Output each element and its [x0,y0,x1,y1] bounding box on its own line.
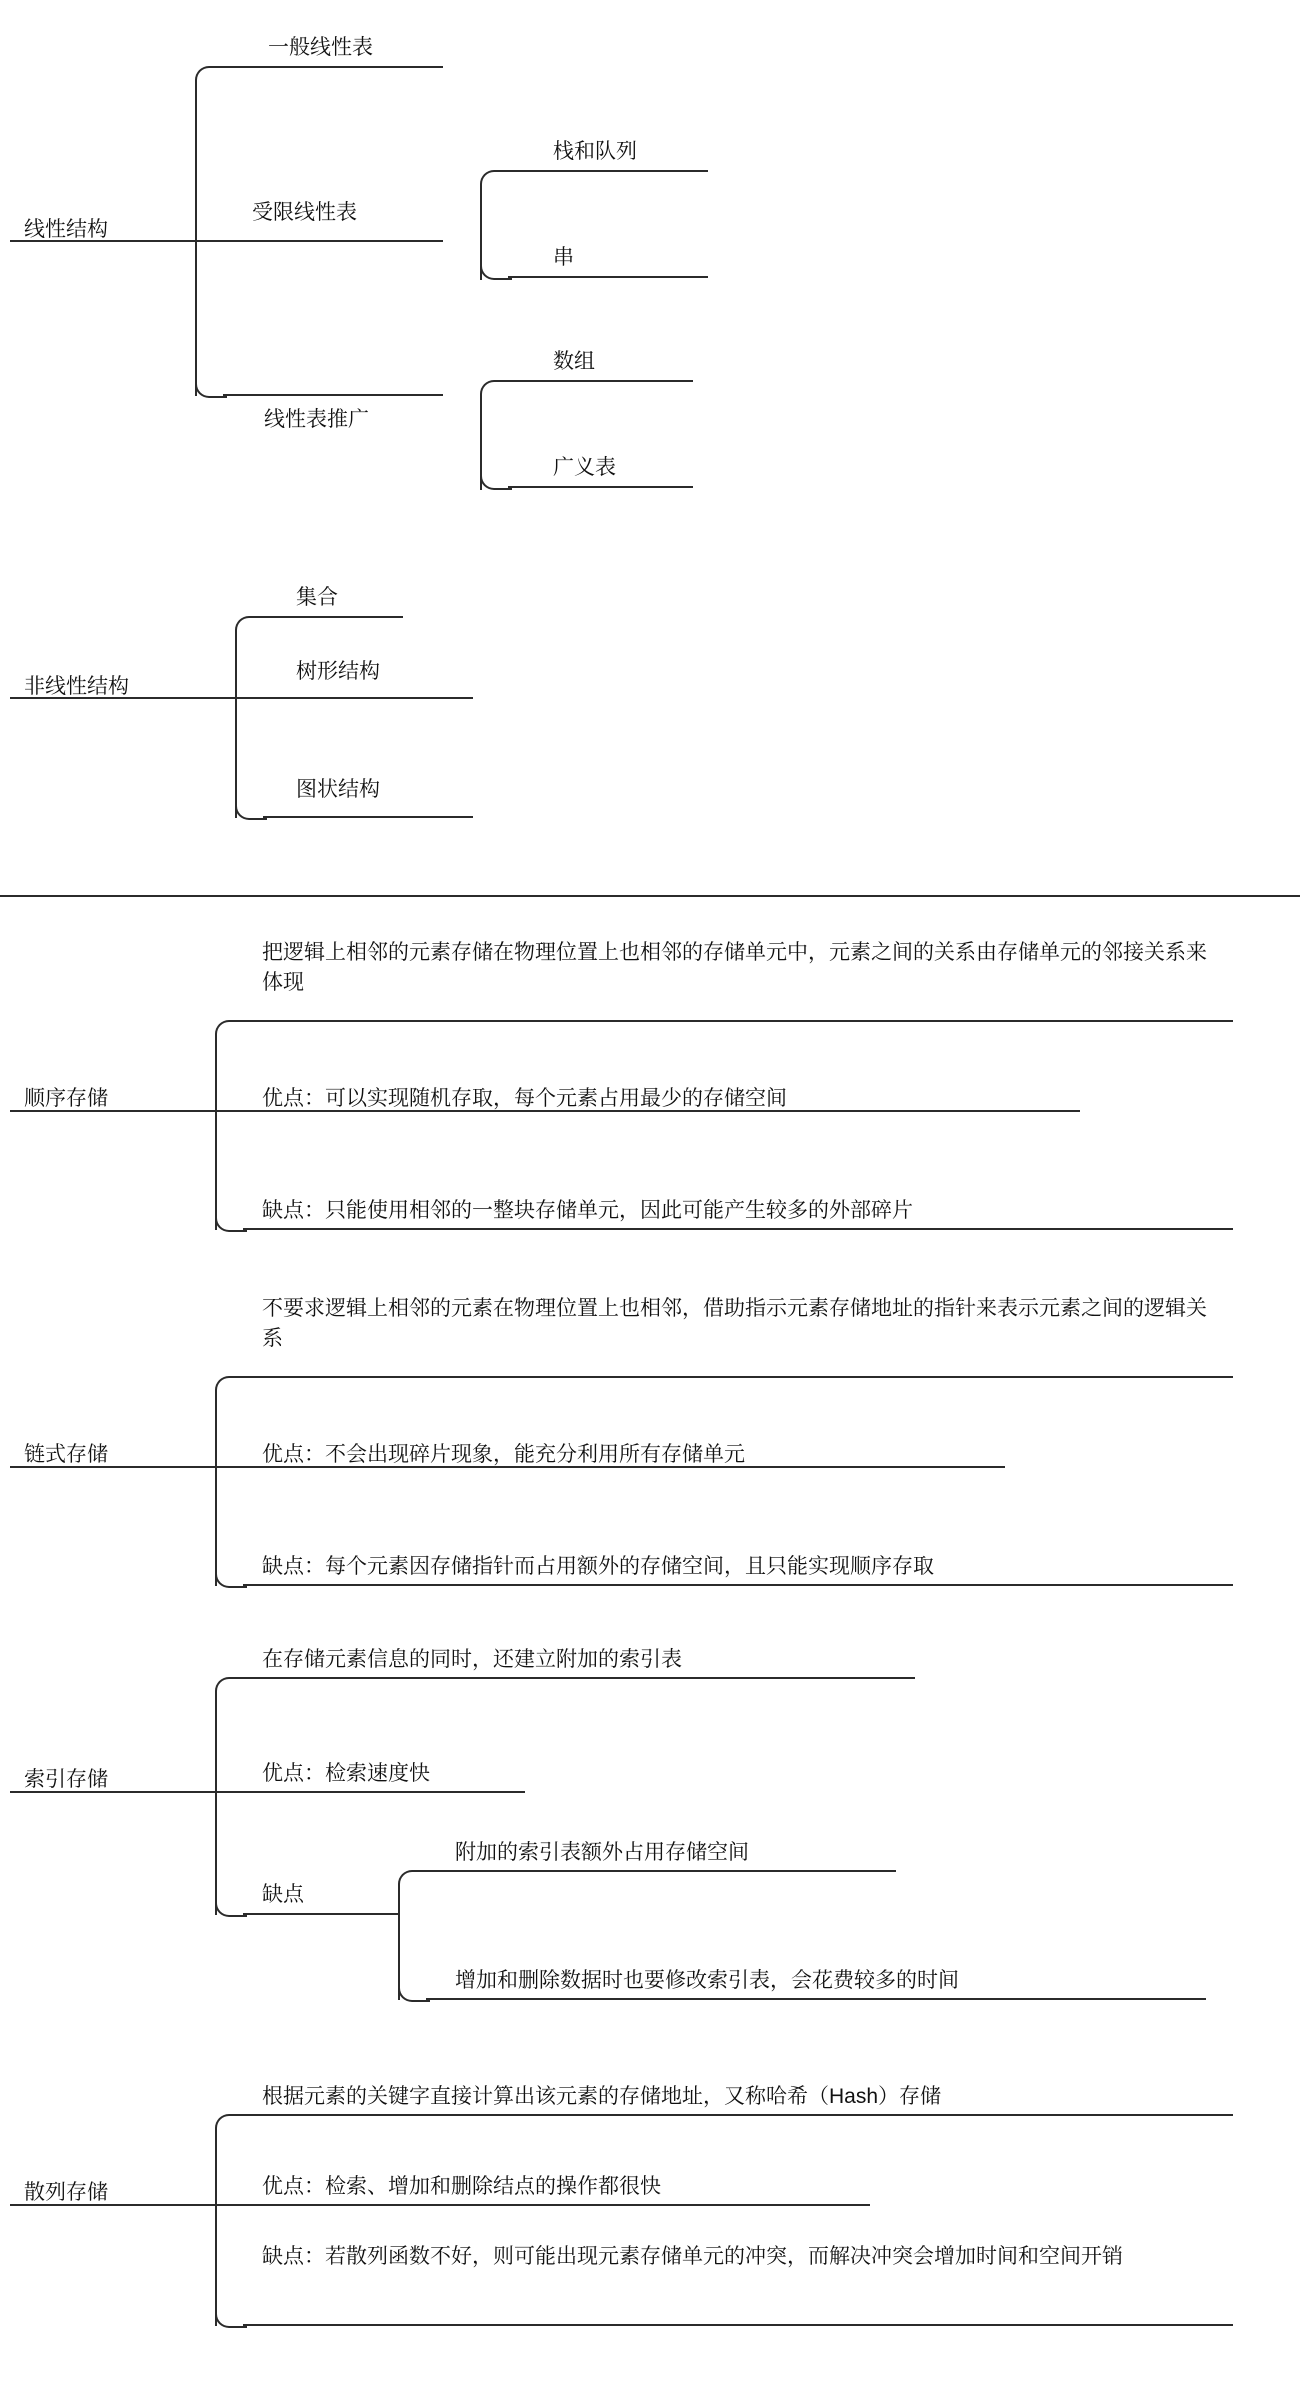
connector-linked-stem [10,1466,215,1468]
node-nonlinear-structure[interactable]: 非线性结构 [24,675,129,698]
underline-hash-desc [243,2114,1233,2116]
underline-set [263,616,403,618]
node-array[interactable]: 数组 [553,350,595,373]
connector-nonlinear-stem [10,697,235,699]
connector-linked-spine [215,1396,217,1586]
node-restricted-list[interactable]: 受限线性表 [252,201,357,224]
connector-hash-desc [215,2114,247,2138]
node-hash-pros[interactable]: 优点：检索、增加和删除结点的操作都很快 [262,2175,661,2198]
node-indexed-cons[interactable]: 缺点 [262,1883,304,1906]
connector-indexed-stem [10,1791,215,1793]
connector-indexed-spine [215,1697,217,1915]
underline-indexed-cons-item2 [426,1998,1206,2000]
connector-hash-spine [215,2134,217,2326]
node-generalized-list[interactable]: 广义表 [553,456,616,479]
underline-restricted-list [195,240,443,242]
node-hash-cons[interactable]: 缺点：若散列函数不好，则可能出现元素存储单元的冲突，而解决冲突会增加时间和空间开销 [262,2245,1123,2268]
node-indexed-description[interactable]: 在存储元素信息的同时，还建立附加的索引表 [262,1648,682,1671]
section-divider [0,895,1300,897]
node-stack-queue[interactable]: 栈和队列 [553,140,637,163]
underline-graph [263,816,473,818]
underline-stack-queue [508,170,708,172]
underline-linked-cons [243,1584,1233,1586]
underline-indexed-cons [243,1913,398,1915]
underline-array [508,380,693,382]
underline-string [508,276,708,278]
node-linked-pros[interactable]: 优点：不会出现碎片现象，能充分利用所有存储单元 [262,1443,745,1466]
connector-stack-queue [480,170,512,194]
node-general-list[interactable]: 一般线性表 [268,36,373,59]
node-linked-storage[interactable]: 链式存储 [24,1443,108,1466]
connector-sequential-spine [215,1040,217,1230]
connector-sequential-stem [10,1110,215,1112]
connector-indexed-cons-item1 [398,1870,430,1894]
node-sequential-cons[interactable]: 缺点：只能使用相邻的一整块存储单元，因此可能产生较多的外部碎片 [262,1199,913,1222]
connector-array [480,380,512,404]
node-indexed-pros[interactable]: 优点：检索速度快 [262,1762,430,1785]
node-hash-storage[interactable]: 散列存储 [24,2181,108,2204]
underline-indexed-cons-item1 [426,1870,896,1872]
underline-general-list [223,66,443,68]
node-indexed-storage[interactable]: 索引存储 [24,1768,108,1791]
underline-tree [235,697,473,699]
underline-hash-pros [215,2204,870,2206]
underline-list-extension [223,394,443,396]
node-indexed-cons-item2[interactable]: 增加和删除数据时也要修改索引表，会花费较多的时间 [455,1969,959,1992]
connector-set [235,616,267,640]
node-indexed-cons-item1[interactable]: 附加的索引表额外占用存储空间 [455,1841,749,1864]
connector-nonlinear-spine [235,636,237,818]
node-hash-description[interactable]: 根据元素的关键字直接计算出该元素的存储地址，又称哈希（Hash）存储 [262,2085,942,2108]
node-graph[interactable]: 图状结构 [296,778,380,801]
underline-hash-cons [243,2324,1233,2326]
node-tree[interactable]: 树形结构 [296,660,380,683]
node-linked-cons[interactable]: 缺点：每个元素因存储指针而占用额外的存储空间，且只能实现顺序存取 [262,1555,934,1578]
node-sequential-storage[interactable]: 顺序存储 [24,1087,108,1110]
node-linear-structure[interactable]: 线性结构 [24,218,108,241]
underline-linked-desc [243,1376,1233,1378]
connector-hash-stem [10,2204,215,2206]
node-linked-description[interactable]: 不要求逻辑上相邻的元素在物理位置上也相邻，借助指示元素存储地址的指针来表示元素之间的逻辑关系 [262,1297,1207,1351]
underline-sequential-cons [243,1228,1233,1230]
connector-sequential-desc [215,1020,247,1044]
node-sequential-description[interactable]: 把逻辑上相邻的元素存储在物理位置上也相邻的存储单元中，元素之间的关系由存储单元的邻接关系来体现 [262,941,1207,995]
underline-indexed-pros [215,1791,525,1793]
connector-indexed-desc [215,1677,247,1701]
node-list-extension[interactable]: 线性表推广 [264,408,369,431]
underline-indexed-desc [243,1677,915,1679]
node-string[interactable]: 串 [553,246,574,269]
connector-linked-desc [215,1376,247,1400]
connector-linear-stem [10,240,195,242]
node-sequential-pros[interactable]: 优点：可以实现随机存取，每个元素占用最少的存储空间 [262,1087,787,1110]
underline-generalized-list [508,486,693,488]
node-set[interactable]: 集合 [296,586,338,609]
connector-general-list [195,66,227,90]
underline-sequential-desc [243,1020,1233,1022]
